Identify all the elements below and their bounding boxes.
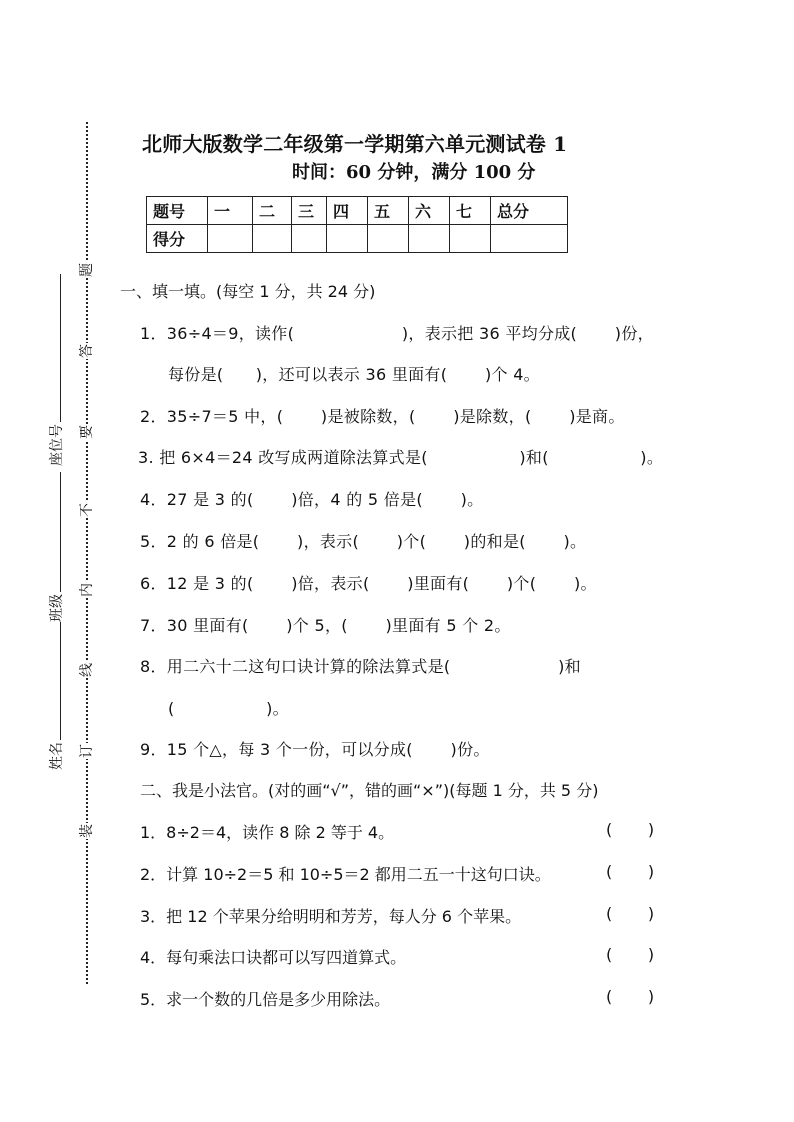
score-input-cell[interactable] — [368, 225, 409, 253]
question-item[interactable]: 2．35÷7＝5 中，( )是被除数，( )是除数，( )是商。 — [140, 407, 625, 426]
score-input-cell[interactable] — [409, 225, 450, 253]
section-2-heading: 二、我是小法官。(对的画“√”，错的画“×”)(每题 1 分，共 5 分) — [140, 781, 599, 800]
score-table-score-row — [147, 225, 568, 253]
score-input-cell[interactable] — [292, 225, 327, 253]
margin-warning-char: 装 — [79, 824, 95, 838]
answer-box[interactable]: ( ) — [606, 862, 655, 881]
score-input-cell[interactable] — [327, 225, 368, 253]
question-item[interactable]: 每份是( )，还可以表示 36 里面有( )个 4。 — [168, 365, 540, 384]
score-table-cell: 题号 — [147, 197, 208, 225]
score-input-cell[interactable] — [208, 225, 253, 253]
seat-number-label: 座位号 — [49, 424, 65, 466]
score-table-cell: 六 — [409, 197, 450, 225]
score-table-header-row — [147, 197, 568, 225]
question-item[interactable]: 9．15 个△，每 3 个一份，可以分成( )份。 — [140, 740, 490, 759]
score-input-cell[interactable] — [491, 225, 568, 253]
score-table — [146, 196, 568, 253]
question-item[interactable]: 6．12 是 3 的( )倍，表示( )里面有( )个( )。 — [140, 574, 597, 593]
judgement-text: 4．每句乘法口诀都可以写四道算式。 — [140, 948, 407, 967]
question-item[interactable]: 1．36÷4＝9，读作( )，表示把 36 平均分成( )份， — [140, 324, 654, 343]
answer-box[interactable]: ( ) — [606, 820, 655, 839]
question-item[interactable]: 5．2 的 6 倍是( )，表示( )个( )的和是( )。 — [140, 532, 587, 551]
score-table-cell: 五 — [368, 197, 409, 225]
name-blank[interactable] — [48, 622, 61, 740]
judgement-item — [140, 945, 655, 968]
score-table-cell: 得分 — [147, 225, 208, 253]
page-title: 北师大版数学二年级第一学期第六单元测试卷 1 — [142, 132, 568, 156]
class-blank[interactable] — [48, 472, 61, 592]
margin-warning-char: 订 — [79, 744, 95, 758]
seat-number-field[interactable] — [46, 274, 66, 466]
score-table-cell: 一 — [208, 197, 253, 225]
section-1-heading: 一、填一填。(每空 1 分，共 24 分) — [120, 282, 376, 301]
judgement-item — [140, 987, 655, 1010]
judgement-item — [140, 904, 655, 927]
margin-warning-char: 线 — [79, 663, 95, 677]
answer-box[interactable]: ( ) — [606, 945, 655, 964]
score-table-cell: 七 — [450, 197, 491, 225]
margin-warning-char: 答 — [79, 344, 95, 358]
seat-number-blank[interactable] — [48, 274, 61, 422]
class-field[interactable] — [46, 472, 66, 622]
name-label: 姓名 — [49, 742, 65, 770]
name-field[interactable] — [46, 622, 66, 770]
score-table-cell: 三 — [292, 197, 327, 225]
margin-warning-char: 内 — [79, 583, 95, 597]
question-item[interactable]: 4．27 是 3 的( )倍，4 的 5 倍是( )。 — [140, 490, 484, 509]
score-input-cell[interactable] — [253, 225, 292, 253]
answer-box[interactable]: ( ) — [606, 987, 655, 1006]
margin-warning-char: 题 — [79, 263, 95, 277]
score-input-cell[interactable] — [450, 225, 491, 253]
margin-warning-char: 不 — [79, 503, 95, 517]
score-table-cell: 四 — [327, 197, 368, 225]
judgement-item — [140, 862, 655, 885]
margin-warning-char: 要 — [79, 425, 95, 439]
judgement-text: 3．把 12 个苹果分给明明和芳芳，每人分 6 个苹果。 — [140, 907, 522, 926]
binding-dotted-line — [86, 122, 88, 984]
question-item[interactable]: 7．30 里面有( )个 5，( )里面有 5 个 2。 — [140, 616, 511, 635]
question-item[interactable]: 8．用二六十二这句口诀计算的除法算式是( )和 — [140, 657, 581, 676]
question-item[interactable]: ( )。 — [168, 699, 289, 718]
class-label: 班级 — [49, 594, 65, 622]
answer-box[interactable]: ( ) — [606, 904, 655, 923]
score-table-cell: 总分 — [491, 197, 568, 225]
judgement-text: 2．计算 10÷2＝5 和 10÷5＝2 都用二五一十这句口诀。 — [140, 865, 551, 884]
page-subtitle: 时间：60 分钟，满分 100 分 — [292, 162, 536, 183]
score-table-cell: 二 — [253, 197, 292, 225]
question-item[interactable]: 3. 把 6×4＝24 改写成两道除法算式是( )和( )。 — [138, 448, 664, 467]
judgement-text: 1．8÷2＝4，读作 8 除 2 等于 4。 — [140, 823, 395, 842]
judgement-item — [140, 820, 655, 843]
judgement-text: 5．求一个数的几倍是多少用除法。 — [140, 990, 391, 1009]
